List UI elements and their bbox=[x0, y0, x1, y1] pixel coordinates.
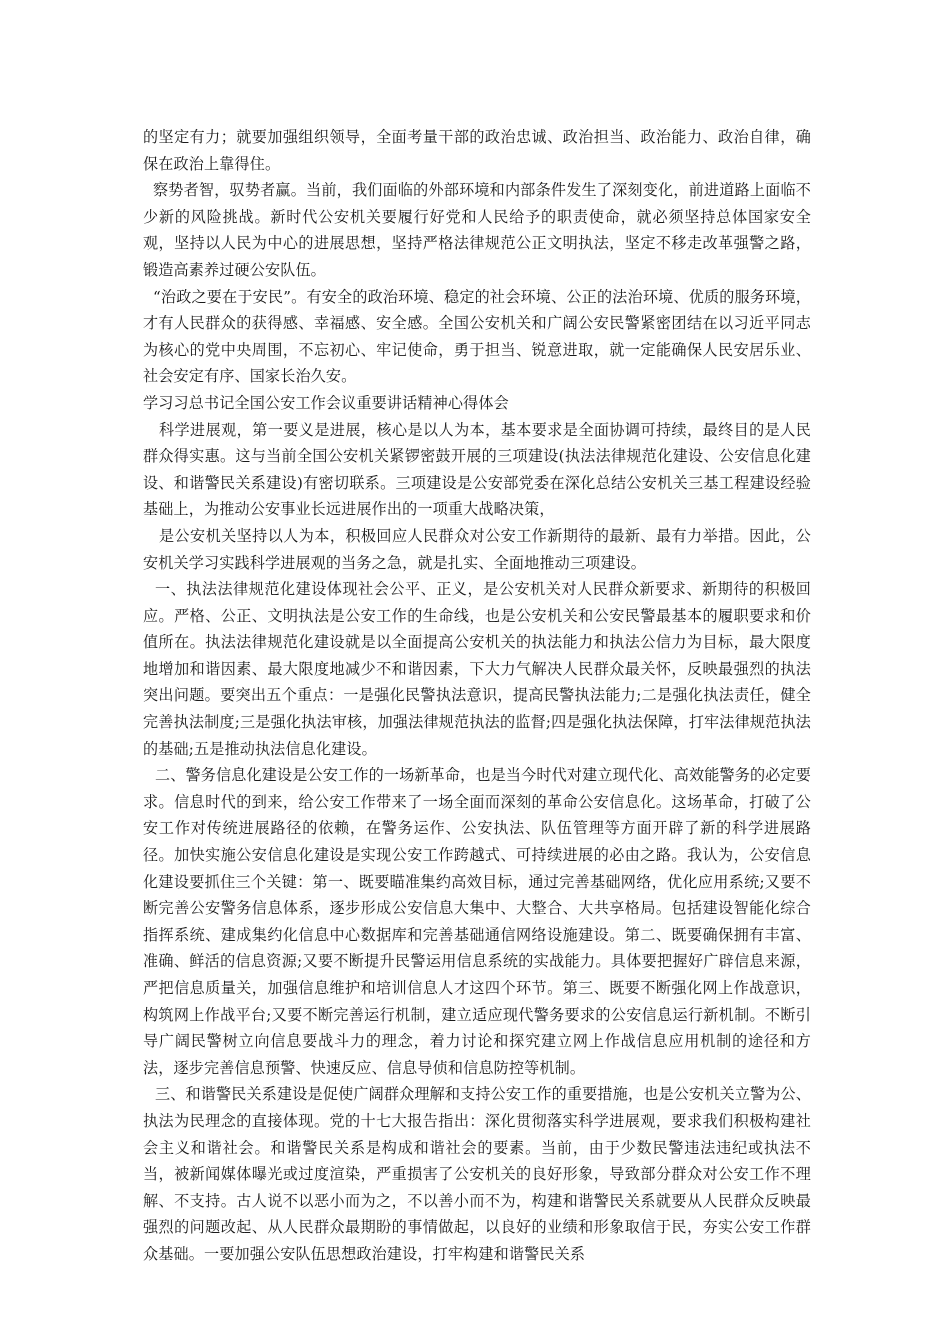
paragraph-continuation: 的坚定有力；就要加强组织领导，全面考量干部的政治忠诚、政治担当、政治能力、政治自律，确保在政治上靠得住。 bbox=[143, 128, 811, 173]
paragraph-people-oriented: 是公安机关坚持以人为本，积极回应人民群众对公安工作新期待的最新、最有力举措。因此，公安机关学习实践科学进展观的当务之急，就是扎实、全面地推动三项建设。 bbox=[143, 526, 811, 572]
document-body bbox=[143, 124, 811, 1268]
paragraph-informatization: 二、警务信息化建设是公安工作的一场新革命，也是当今时代对建立现代化、高效能警务的必定要求。信息时代的到来，给公安工作带来了一场全面而深刻的革命公安信息化。这场革命，打破了公安工作对传统进展路径的依赖，在警务运作、公安执法、队伍管理等方面开辟了新的科学进展路径。加快实施公安信息化建设是实现公安工作跨越式、可持续进展的必由之路。我认为，公安信息化建设要抓住三个关键：第一、既要瞄准集约高效目标，通过完善基础网络，优化应用系统;又要不断完善公安警务信息体系，逐步形成公安信息大集中、大整合、大共享格局。包括建设智能化综合指挥系统、建成集约化信息中心数据库和完善基础通信网络设施建设。第二、既要确保拥有丰富、准确、鲜活的信息资源;又要不断提升民警运用信息系统的实战能力。具体要把握好广辟信息来源，严把信息质量关，加强信息维护和培训信息人才这四个环节。第三、既要不断强化网上作战意识，构筑网上作战平台;又要不断完善运行机制，建立适应现代警务要求的公安信息运行新机制。不断引导广阔民警树立向信息要战斗力的理念，着力讨论和探究建立网上作战信息应用机制的途径和方法，逐步完善信息预警、快速反应、信息导侦和信息防控等机制。 bbox=[143, 766, 811, 1077]
paragraph-governance: “治政之要在于安民”。有安全的政治环境、稳定的社会环境、公正的法治环境、优质的服务环境，才有人民群众的获得感、幸福感、安全感。全国公安机关和广阔公安民警紧密团结在以习近平同志为核心的党中央周围，不忘初心、牢记使命，勇于担当、锐意进取，就一定能确保人民安居乐业、社会安定有序、国家长治久安。 bbox=[143, 287, 811, 386]
paragraph-police-public-relations: 三、和谐警民关系建设是促使广阔群众理解和支持公安工作的重要措施，也是公安机关立警为公、执法为民理念的直接体现。党的十七大报告指出：深化贯彻落实科学进展观，要求我们积极构建社会主义和谐社会。和谐警民关系是构成和谐社会的要素。当前，由于少数民警违法违纪或执法不当，被新闻媒体曝光或过度渲染，严重损害了公安机关的良好形象，导致部分群众对公安工作不理解、不支持。古人说不以恶小而为之，不以善小而不为，构建和谐警民关系就要从人民群众反映最强烈的问题改起、从人民群众最期盼的事情做起，以良好的业绩和形象取信于民，夯实公安工作群众基础。一要加强公安队伍思想政治建设，打牢构建和谐警民关系 bbox=[143, 1085, 811, 1263]
paragraph-situation: 察势者智，驭势者赢。当前，我们面临的外部环境和内部条件发生了深刻变化，前进道路上面临不少新的风险挑战。新时代公安机关要履行好党和人民给予的职责使命，就必须坚持总体国家安全观，坚持以人民为中心的进展思想，坚持严格法律规范公正文明执法，坚定不移走改革强警之路，锻造高素养过硬公安队伍。 bbox=[143, 181, 811, 279]
section-heading: 学习习总书记全国公安工作会议重要讲话精神心得体会 bbox=[143, 393, 509, 412]
paragraph-scientific-development: 科学进展观，第一要义是进展，核心是以人为本，基本要求是全面协调可持续，最终目的是人民群众得实惠。这与当前全国公安机关紧锣密鼓开展的三项建设(执法法律规范化建设、公安信息化建设、和谐警民关系建设)有密切联系。三项建设是公安部党委在深化总结公安机关三基工程建设经验基础上，为推动公安事业长远进展作出的一项重大战略决策， bbox=[143, 420, 811, 519]
paragraph-law-enforcement: 一、执法法律规范化建设体现社会公平、正义，是公安机关对人民群众新要求、新期待的积极回应。严格、公正、文明执法是公安工作的生命线，也是公安机关和公安民警最基本的履职要求和价值所在。执法法律规范化建设就是以全面提高公安机关的执法能力和执法公信力为目标，最大限度地增加和谐因素、最大限度地减少不和谐因素，下大力气解决人民群众最关怀，反映最强烈的执法突出问题。要突出五个重点：一是强化民警执法意识，提高民警执法能力;二是强化执法责任，健全完善执法制度;三是强化执法审核，加强法律规范执法的监督;四是强化执法保障，打牢法律规范执法的基础;五是推动执法信息化建设。 bbox=[143, 580, 811, 758]
